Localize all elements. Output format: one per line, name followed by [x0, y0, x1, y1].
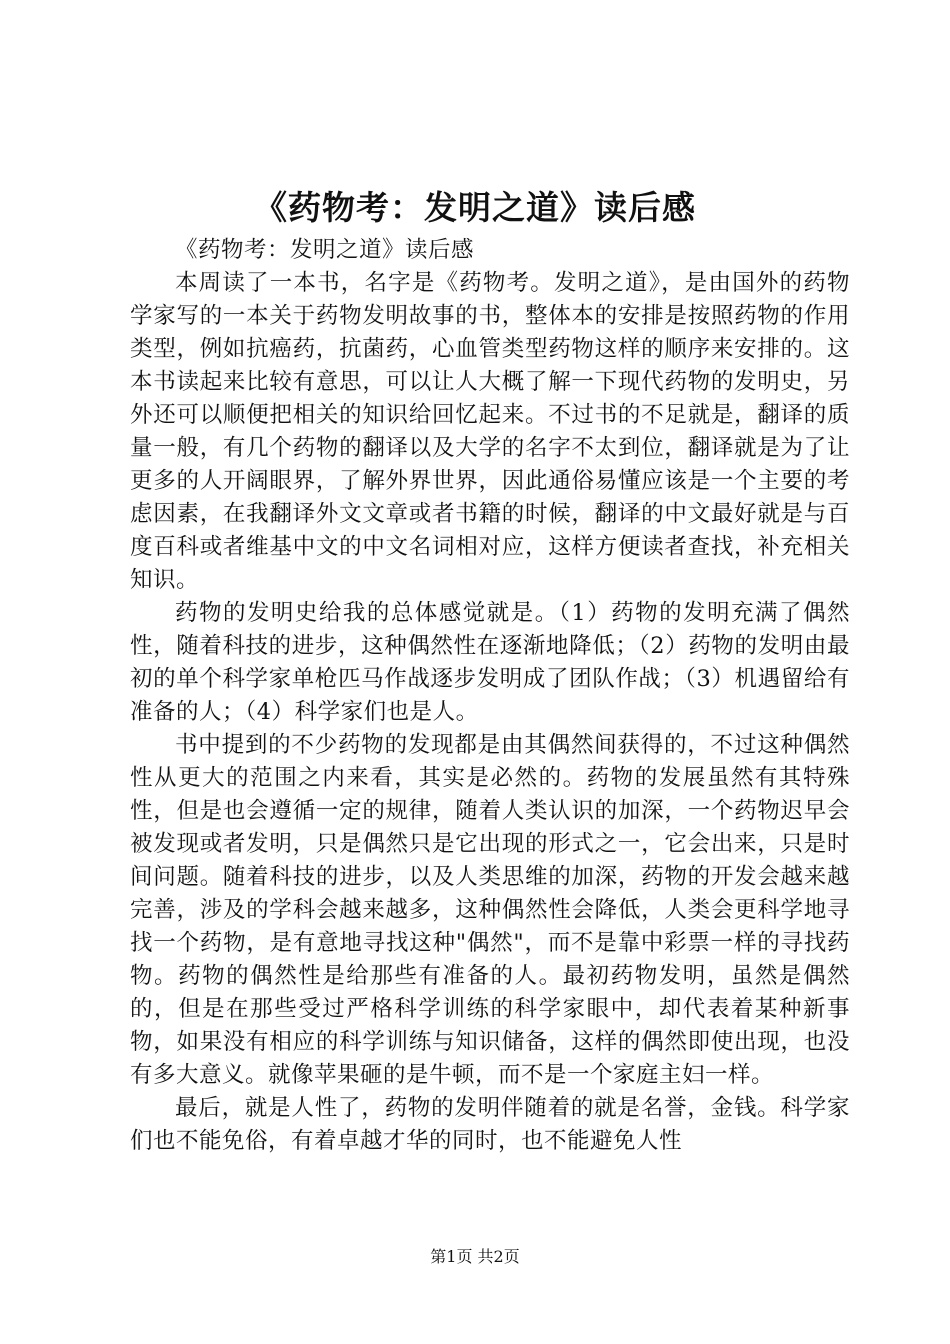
paragraph: 书中提到的不少药物的发现都是由其偶然间获得的，不过这种偶然性从更大的范围之内来看，其实是必然的。药物的发展虽然有其特殊性，但是也会遵循一定的规律，随着人类认识的加深，一个药物迟早会被发现或者发明，只是偶然只是它出现的形式之一，它会出来，只是时间问题。随着科技的进步，以及人类思维的加深，药物的开发会越来越完善，涉及的学科会越来越多，这种偶然性会降低，人类会更科学地寻找一个药物，是有意地寻找这种"偶然"，而不是靠中彩票一样的寻找药物。药物的偶然性是给那些有准备的人。最初药物发明，虽然是偶然的，但是在那些受过严格科学训练的科学家眼中，却代表着某种新事物，如果没有相应的科学训练与知识储备，这样的偶然即使出现，也没有多大意义。就像苹果砸的是牛顿，而不是一个家庭主妇一样。	[130, 732, 850, 1088]
document-title: 《药物考：发明之道》读后感	[254, 188, 696, 227]
paragraph: 最后，就是人性了，药物的发明伴随着的就是名誉，金钱。科学家们也不能免俗，有着卓越才华的同时，也不能避免人性	[130, 1095, 850, 1154]
paragraph: 《药物考：发明之道》读后感	[175, 237, 475, 263]
page-number-footer: 第1页 共2页	[430, 1247, 520, 1266]
paragraph: 本周读了一本书，名字是《药物考。发明之道》，是由国外的药物学家写的一本关于药物发明故事的书，整体本的安排是按照药物的作用类型，例如抗癌药，抗菌药，心血管类型药物这样的顺序来安排的。这本书读起来比较有意思，可以让人大概了解一下现代药物的发明史，另外还可以顺便把相关的知识给回忆起来。不过书的不足就是，翻译的质量一般，有几个药物的翻译以及大学的名字不太到位，翻译就是为了让更多的人开阔眼界，了解外界世界，因此通俗易懂应该是一个主要的考虑因素，在我翻译外文文章或者书籍的时候，翻译的中文最好就是与百度百科或者维基中文的中文名词相对应，这样方便读者查找，补充相关知识。	[130, 270, 850, 593]
paragraph: 药物的发明史给我的总体感觉就是。（1）药物的发明充满了偶然性，随着科技的进步，这种偶然性在逐渐地降低；（2）药物的发明由最初的单个科学家单枪匹马作战逐步发明成了团队作战；（3）机遇留给有准备的人；（4）科学家们也是人。	[130, 600, 850, 725]
document-body	[130, 234, 850, 1158]
